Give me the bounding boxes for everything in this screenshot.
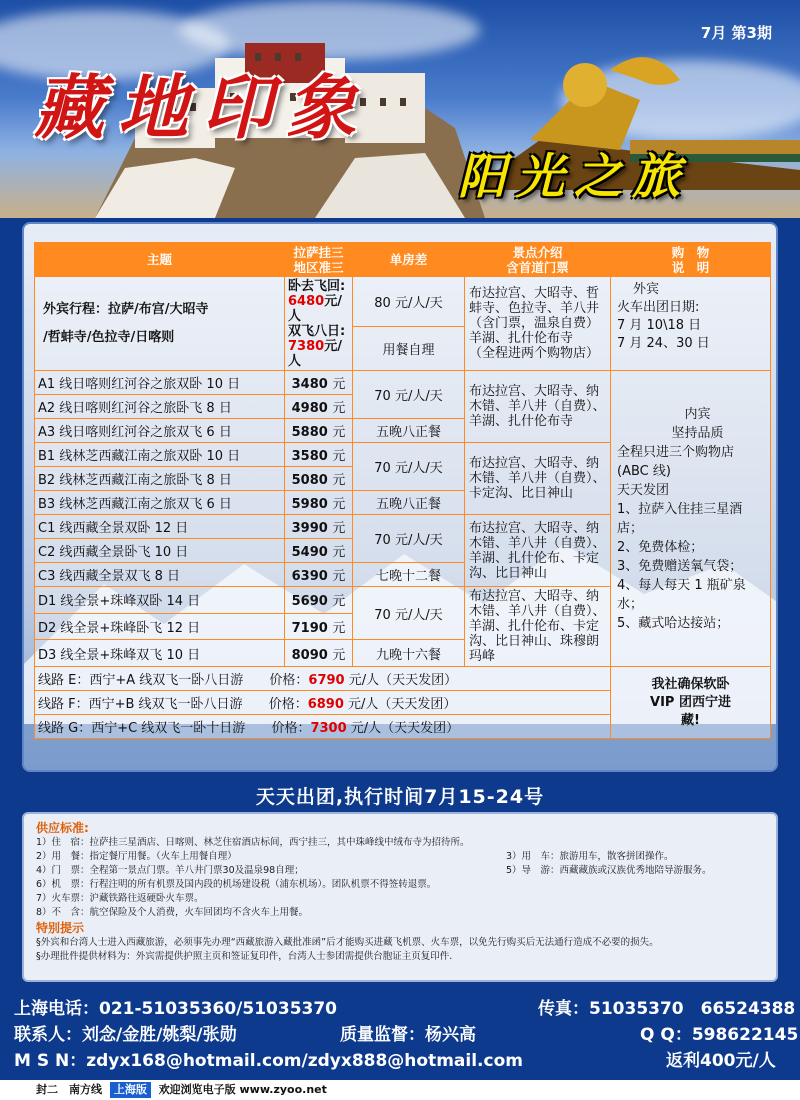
footer-edition-tag: 上海版 [110, 1082, 151, 1098]
price-value: 8090 [291, 647, 328, 663]
shop-train-label: 火车出团日期: [617, 300, 700, 315]
main-title: 藏地印象 [34, 66, 370, 149]
qq-number: Q Q：598622145 [640, 1025, 799, 1045]
price-value: 4980 [291, 401, 328, 416]
price-value: 5490 [291, 545, 328, 560]
footer-bar [0, 1080, 800, 1100]
foreign-shopping [611, 277, 771, 371]
price-a3 [285, 419, 353, 443]
price-b-value: 7380 [288, 338, 325, 354]
line-label: 线路 G：西宁+C 线双飞一卧十日游 [38, 721, 246, 736]
shanghai-phone: 上海电话：021-51035360/51035370 [14, 999, 338, 1019]
single-room-c: 70 元/人/天 [353, 515, 465, 563]
supply-item-2: 2）用 餐：指定餐厅用餐。（火车上用餐自理） [36, 851, 237, 862]
shop-quality: 坚持品质 [671, 425, 724, 441]
supply-item-3: 3）用 车：旅游用车，散客拼团操作。 [506, 851, 674, 862]
supply-item-8: 8）不 含：航空保险及个人消费，火车回团均不含火车上用餐。 [36, 907, 309, 918]
shop-abc-line: (ABC 线) [617, 463, 671, 479]
line-price-label: 价格： [271, 721, 311, 736]
foreign-single-room: 80 元/人/天 [353, 277, 465, 327]
price-c1 [285, 515, 353, 539]
sub-title: 阳光之旅 [458, 149, 691, 205]
rebate: 返利400元/人 [666, 1051, 776, 1071]
line-price: 6790 [308, 673, 345, 688]
supply-item-5: 5）导 游：西藏藏族或汉族优秀地陪导游服务。 [506, 865, 712, 876]
shop-perk-4: 4、每人每天 1 瓶矿泉水； [617, 577, 746, 612]
price-value: 5690 [291, 594, 328, 610]
route-b3: B3 线林芝西藏江南之旅双飞 6 日 [35, 491, 285, 515]
shop-three-stores: 全程只进三个购物店 [617, 444, 735, 460]
price-a-value: 6480 [288, 293, 325, 309]
line-tail: 元/人（天天发团） [348, 697, 457, 712]
shop-date-2: 7 月 24、30 日 [617, 336, 710, 351]
price-value: 7190 [291, 620, 328, 636]
line-label: 线路 F：西宁+B 线双飞一卧八日游 [38, 697, 243, 712]
price-unit: 元 [332, 401, 346, 416]
fax: 传真：51035370 66524388 [538, 999, 796, 1019]
shop-foreign-label: 外宾 [633, 282, 660, 297]
line-tail: 元/人（天天发团） [350, 721, 460, 736]
supply-item-6: 6）机 票：行程注明的所有机票及国内段的机场建设税（浦东机场）。团队机票不得签转退票。 [36, 879, 437, 890]
shop-perk-5: 5、藏式哈达接站； [617, 615, 730, 631]
single-room-a: 70 元/人/天 [353, 371, 465, 419]
route-d3: D3 线全景+珠峰双飞 10 日 [35, 640, 285, 667]
sites-b: 布达拉宫、大昭寺、纳木错、羊八井（自费）、卡定沟、比日神山 [465, 443, 611, 515]
footer-website-link[interactable]: 欢迎浏览电子版 www.zyoo.net [158, 1083, 327, 1096]
price-value: 5880 [291, 425, 328, 440]
route-b1: B1 线林芝西藏江南之旅双卧 10 日 [35, 443, 285, 467]
itinerary-panel [22, 222, 778, 772]
supply-item-4: 4）门 票：全程第一景点门票。羊八井门票30及温泉98自理； [36, 865, 304, 876]
daily-departure-notice: 天天出团,执行时间7月15-24号 [255, 786, 545, 808]
price-b-label: 双飞八日: [288, 323, 346, 339]
price-unit: 元 [332, 521, 346, 536]
vip-note: 我社确保软卧 VIP 团西宁进 藏! [611, 667, 771, 739]
supply-title: 供应标准: [36, 821, 89, 835]
price-b3 [285, 491, 353, 515]
meal-c: 七晚十二餐 [353, 563, 465, 587]
route-a2: A2 线日喀则红河谷之旅卧飞 8 日 [35, 395, 285, 419]
msn-address: M S N：zdyx168@hotmail.com/zdyx888@hotmail.com [14, 1051, 523, 1071]
price-value: 5080 [291, 473, 328, 488]
price-b1 [285, 443, 353, 467]
price-c3 [285, 563, 353, 587]
header-single-room: 单房差 [353, 243, 465, 277]
foreign-prices [285, 277, 353, 371]
price-d2 [285, 613, 353, 640]
price-unit: 元 [332, 545, 346, 560]
special-note-2: §办理批件提供材料为：外宾需提供护照主页和签证复印件，台湾人士参团需提供台胞证主页复印件. [36, 951, 453, 962]
price-d1 [285, 587, 353, 614]
single-room-b: 70 元/人/天 [353, 443, 465, 491]
route-d1: D1 线全景+珠峰双卧 14 日 [35, 587, 285, 614]
shop-daily-depart: 天天发团 [617, 482, 670, 498]
supply-item-7: 7）火车票：沪藏铁路往返硬卧火车票。 [36, 893, 204, 904]
price-unit: 元 [332, 620, 346, 636]
contact-section [0, 990, 800, 1080]
price-unit: 元 [332, 497, 346, 512]
special-note-1: §外宾和台湾人士进入西藏旅游，必须事先办理“西藏旅游入藏批准函”后才能购买进藏飞机票、火车票，以免先行购买后无法通行造成不必要的损失。 [36, 937, 659, 948]
foreign-title-line2: /哲蚌寺/色拉寺/日喀则 [43, 329, 175, 345]
price-value: 6390 [291, 569, 328, 584]
meal-b: 五晚八正餐 [353, 491, 465, 515]
foreign-itinerary-title [35, 277, 285, 371]
line-price-label: 价格： [269, 673, 309, 688]
line-g [35, 715, 611, 739]
supply-item-1: 1）住 宿：拉萨挂三星酒店、日喀则、林芝住宿酒店标间，西宁挂三，其中珠峰线中绒布寺为招待所。 [36, 837, 470, 848]
route-a1: A1 线日喀则红河谷之旅双卧 10 日 [35, 371, 285, 395]
price-d3 [285, 640, 353, 667]
sites-c: 布达拉宫、大昭寺、纳木错、羊八井（自费）、羊湖、扎什伦布、卡定沟、比日神山 [465, 515, 611, 587]
price-c2 [285, 539, 353, 563]
price-a2 [285, 395, 353, 419]
line-price: 6890 [307, 697, 344, 712]
supply-standards [22, 812, 778, 982]
single-room-d: 70 元/人/天 [353, 587, 465, 640]
sites-a: 布达拉宫、大昭寺、纳木错、羊八井（自费）、羊湖、扎什伦布寺 [465, 371, 611, 443]
price-value: 3580 [291, 449, 328, 464]
price-a1 [285, 371, 353, 395]
price-value: 3480 [291, 377, 328, 392]
price-unit: 元 [332, 425, 346, 440]
header-banner [0, 0, 800, 218]
line-price: 7300 [310, 721, 347, 736]
shop-perk-3: 3、免费赠送氧气袋； [617, 558, 743, 574]
price-unit: 元 [332, 449, 346, 464]
price-value: 5980 [291, 497, 328, 512]
itinerary-table [34, 242, 771, 739]
line-f [35, 691, 611, 715]
quality-supervisor: 质量监督：杨兴高 [340, 1025, 476, 1045]
meal-d: 九晚十六餐 [353, 640, 465, 667]
price-value: 3990 [291, 521, 328, 536]
route-c2: C2 线西藏全景卧飞 10 日 [35, 539, 285, 563]
price-unit: 元 [332, 473, 346, 488]
price-b2 [285, 467, 353, 491]
header-lhasa: 拉萨挂三 地区准三 [285, 243, 353, 277]
line-e [35, 667, 611, 691]
line-price-label: 价格： [268, 697, 308, 712]
foreign-sites: 布达拉宫、大昭寺、哲蚌寺、色拉寺、羊八井（含门票，温泉自费）羊湖、扎什伦布寺 （全程进两个购物店） [465, 277, 611, 371]
price-b-unit: 元/人 [288, 338, 342, 369]
line-tail: 元/人（天天发团） [348, 673, 458, 688]
meal-a: 五晚八正餐 [353, 419, 465, 443]
line-label: 线路 E：西宁+A 线双飞一卧八日游 [38, 673, 244, 688]
route-c1: C1 线西藏全景双卧 12 日 [35, 515, 285, 539]
route-b2: B2 线林芝西藏江南之旅卧飞 8 日 [35, 467, 285, 491]
shop-perk-1: 1、拉萨入住挂三星酒店； [617, 501, 743, 536]
route-d2: D2 线全景+珠峰卧飞 12 日 [35, 613, 285, 640]
foreign-title-line1: 外宾行程：拉萨/布宫/大昭寺 [43, 301, 209, 317]
header-shopping: 购 物 说 明 [611, 243, 771, 277]
route-a3: A3 线日喀则红河谷之旅双飞 6 日 [35, 419, 285, 443]
special-title: 特别提示 [36, 921, 85, 935]
price-unit: 元 [332, 647, 346, 663]
header-theme: 主题 [35, 243, 285, 277]
price-unit: 元 [332, 594, 346, 610]
price-a-unit: 元/人 [288, 293, 342, 324]
sites-d: 布达拉宫、大昭寺、纳木错、羊八井（自费）、羊湖、扎什伦布、卡定沟、比日神山、珠穆朗玛峰 [465, 587, 611, 667]
issue-number: 7月 第3期 [700, 24, 772, 42]
header-sites: 景点介绍 含首道门票 [465, 243, 611, 277]
shop-date-1: 7 月 10\18 日 [617, 318, 702, 333]
price-unit: 元 [332, 569, 346, 584]
shop-perk-2: 2、免费体检； [617, 539, 704, 555]
foreign-meal: 用餐自理 [353, 327, 465, 371]
shop-domestic-label: 内宾 [684, 406, 711, 422]
route-c3: C3 线西藏全景双飞 8 日 [35, 563, 285, 587]
price-a-label: 卧去飞回: [288, 278, 346, 294]
domestic-shopping [611, 371, 771, 667]
contact-people: 联系人：刘念/金胜/姚梨/张勋 [14, 1025, 237, 1045]
price-unit: 元 [332, 377, 346, 392]
footer-section-label: 封二 南方线 [36, 1083, 102, 1096]
